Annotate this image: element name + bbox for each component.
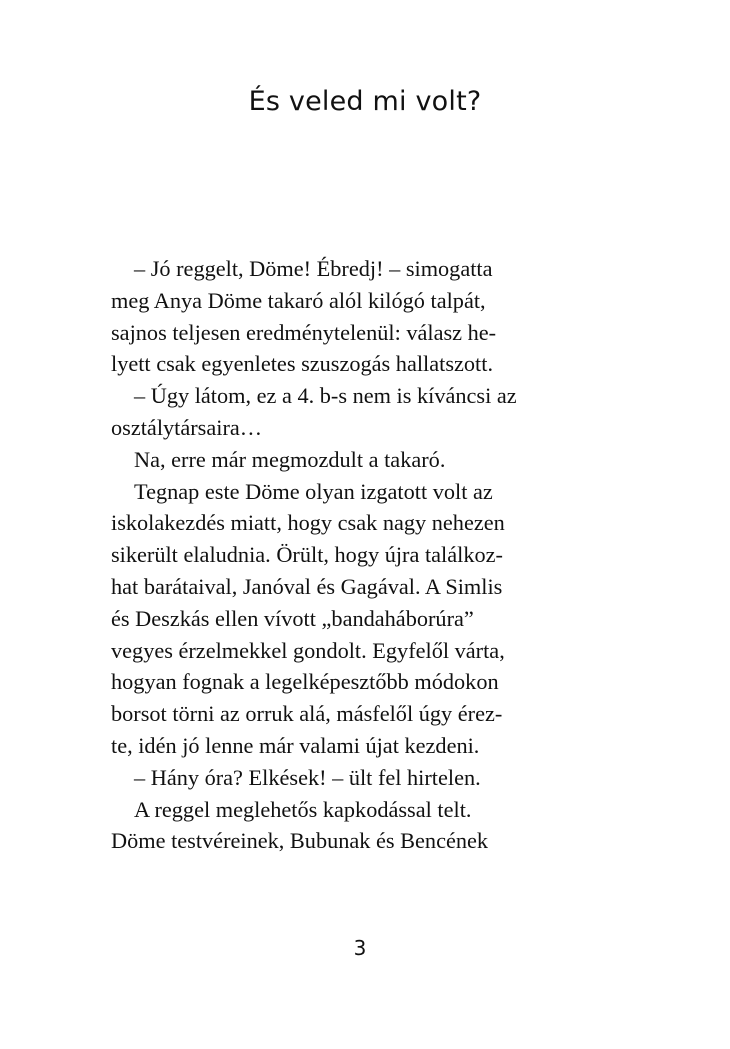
chapter-title: És veled mi volt? (248, 86, 482, 117)
page-number: 3 (353, 936, 367, 960)
text-line: hat barátaival, Janóval és Gagával. A Simlis (111, 573, 503, 599)
text-line: Tegnap este Döme olyan izgatott volt az (134, 478, 493, 504)
text-line: sikerült elaludnia. Örült, hogy újra találkoz- (111, 542, 503, 568)
text-line: borsot törni az orruk alá, másfelől úgy érez- (111, 701, 503, 727)
text-line: – Úgy látom, ez a 4. b-s nem is kíváncsi az (134, 383, 517, 409)
text-line: és Deszkás ellen vívott „bandaháborúra” (111, 605, 474, 631)
text-line: A reggel meglehetős kapkodással telt. (134, 796, 472, 822)
text-line: lyett csak egyenletes szuszogás hallatszott. (111, 351, 494, 377)
text-line: osztálytársaira… (111, 414, 263, 440)
body-text (111, 253, 611, 857)
text-line: meg Anya Döme takaró alól kilógó talpát, (111, 287, 486, 313)
text-line: Döme testvéreinek, Bubunak és Bencének (111, 828, 489, 854)
text-line: te, idén jó lenne már valami újat kezdeni. (111, 732, 480, 758)
text-line: vegyes érzelmekkel gondolt. Egyfelől várta, (111, 637, 505, 663)
text-line: iskolakezdés miatt, hogy csak nagy nehezen (111, 510, 505, 536)
text-line: – Hány óra? Elkések! – ült fel hirtelen. (134, 764, 481, 790)
text-line: Na, erre már megmozdult a takaró. (134, 446, 446, 472)
text-line: hogyan fognak a legelképesztőbb módokon (111, 669, 499, 695)
text-line: sajnos teljesen eredménytelenül: válasz he- (111, 319, 497, 345)
text-line: – Jó reggelt, Döme! Ébredj! – simogatta (134, 256, 493, 281)
